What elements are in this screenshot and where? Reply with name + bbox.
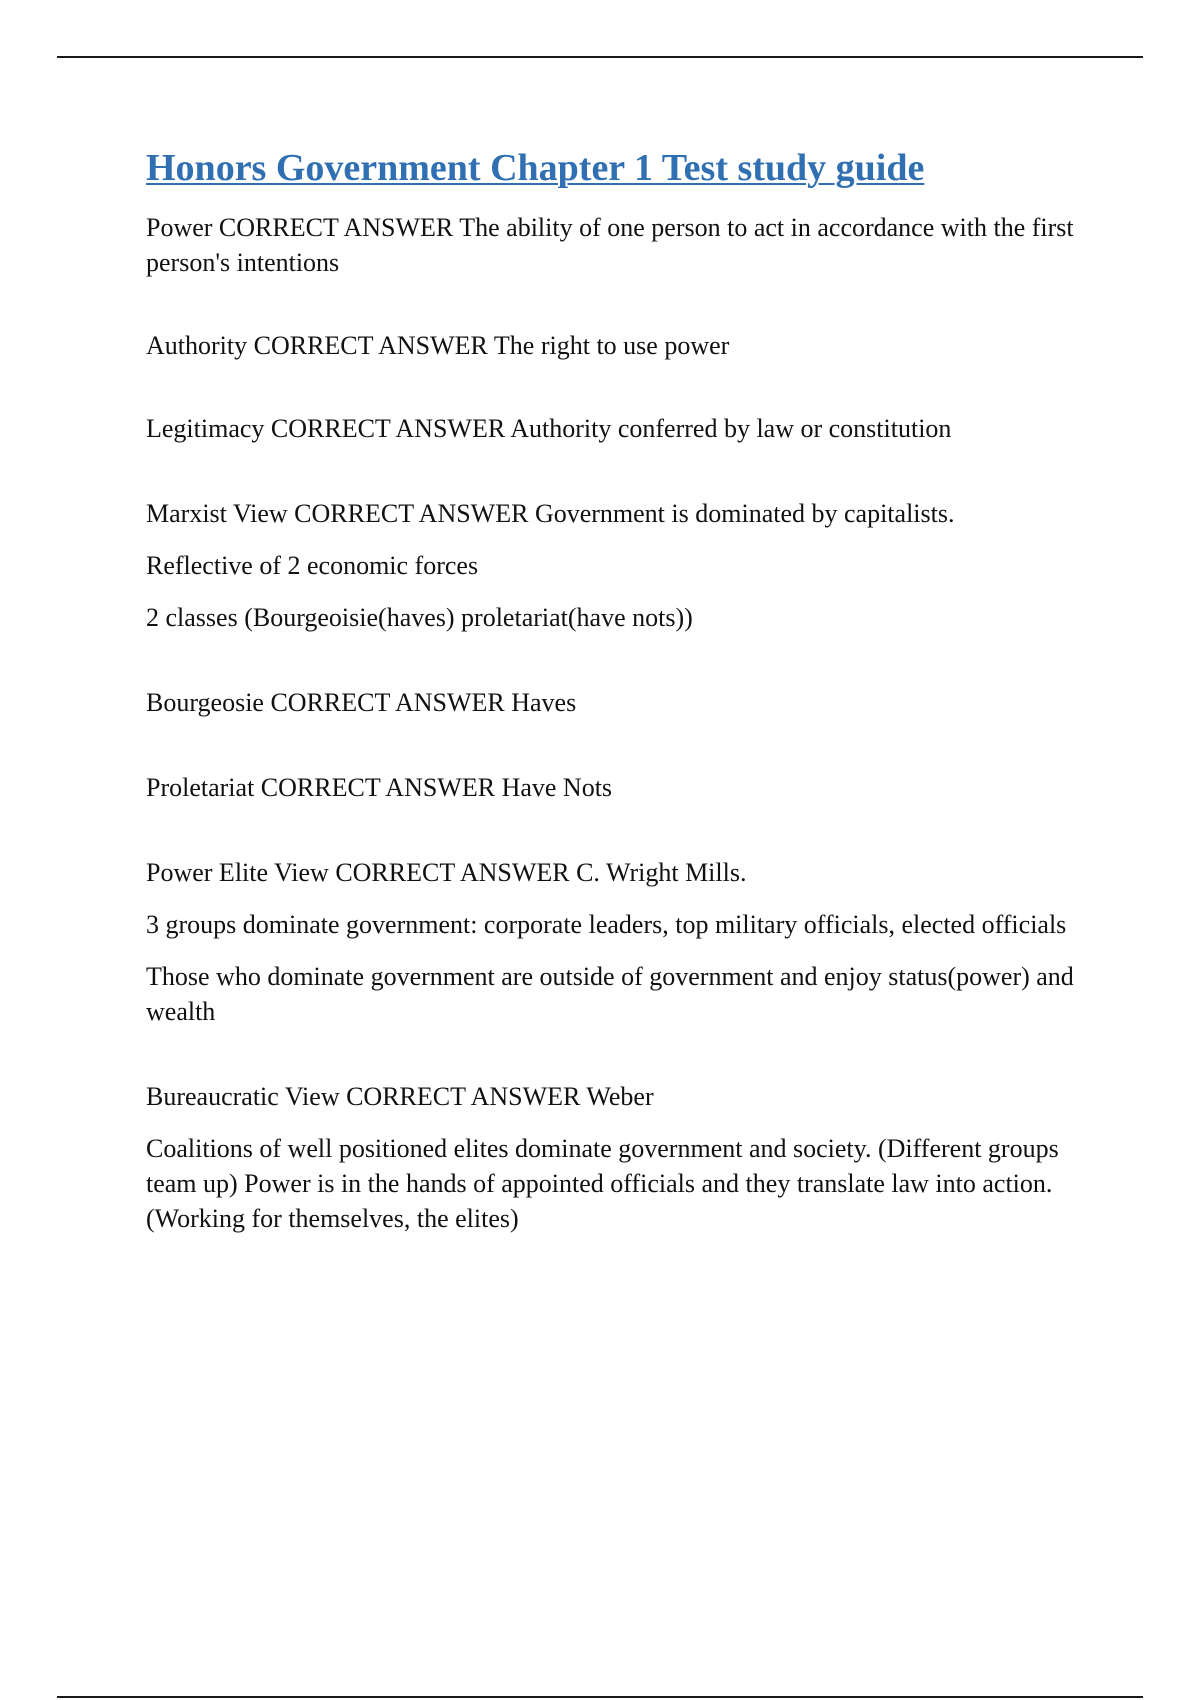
entry-marxist-view	[146, 496, 1106, 635]
entry-bourgeosie	[146, 685, 1106, 720]
entry-paragraph: Proletariat CORRECT ANSWER Have Nots	[146, 773, 613, 802]
entry-bureaucratic-view	[146, 1079, 1106, 1236]
entry-paragraph: Power Elite View CORRECT ANSWER C. Wright Mills.	[146, 858, 747, 887]
entry-paragraph: Legitimacy CORRECT ANSWER Authority conferred by law or constitution	[146, 414, 952, 443]
entry-paragraph: Power CORRECT ANSWER The ability of one person to act in accordance with the first person's intentions	[146, 213, 1074, 277]
entry-paragraph: Marxist View CORRECT ANSWER Government is dominated by capitalists.	[146, 499, 955, 528]
entry-paragraph: Reflective of 2 economic forces	[146, 551, 479, 580]
entry-paragraph: Bourgeosie CORRECT ANSWER Haves	[146, 688, 577, 717]
entry-proletariat	[146, 770, 1106, 805]
document-body	[146, 142, 1106, 1236]
entry-paragraph: Authority CORRECT ANSWER The right to use power	[146, 331, 730, 360]
entry-paragraph: Bureaucratic View CORRECT ANSWER Weber	[146, 1082, 654, 1111]
entry-legitimacy	[146, 411, 1106, 446]
header-rule	[57, 56, 1143, 58]
footer-rule	[57, 1696, 1143, 1698]
entry-paragraph: 2 classes (Bourgeoisie(haves) proletariat(have nots))	[146, 603, 693, 632]
document-title[interactable]: Honors Government Chapter 1 Test study guide	[146, 147, 925, 189]
entry-power	[146, 210, 1106, 280]
entry-power-elite-view	[146, 855, 1106, 1029]
entry-authority	[146, 328, 1106, 363]
entry-paragraph: Those who dominate government are outside of government and enjoy status(power) and wealth	[146, 962, 1074, 1026]
entry-paragraph: 3 groups dominate government: corporate leaders, top military officials, elected officials	[146, 910, 1067, 939]
entry-paragraph: Coalitions of well positioned elites dominate government and society. (Different groups team up) Power is in the hands of appointed officials and they translate law into action. (Working for themselves, the elites)	[146, 1134, 1059, 1233]
